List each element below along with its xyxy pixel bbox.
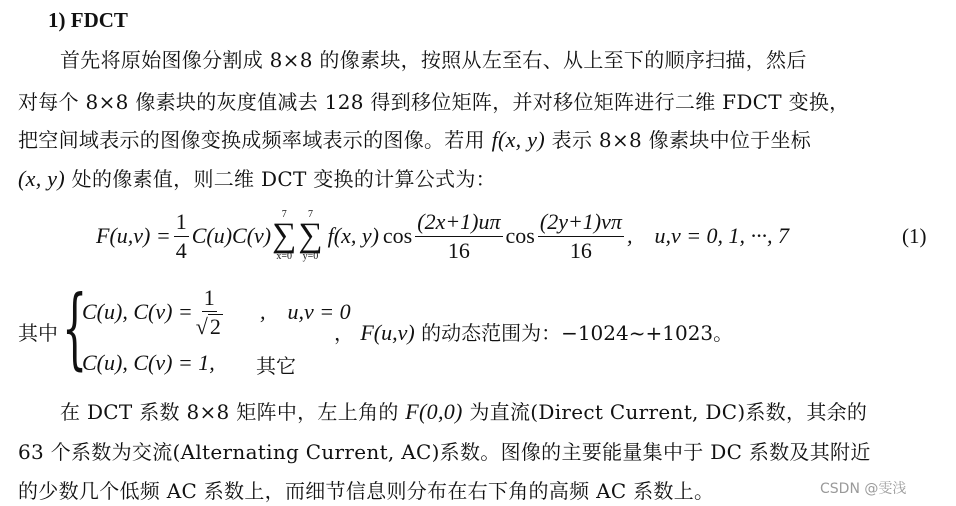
cos-argument-y: [538, 210, 624, 261]
left-brace-icon: {: [62, 276, 88, 379]
case-1-lhs: C(u), C(v) =: [82, 299, 193, 325]
paragraph-2-line-1: [60, 396, 867, 425]
paragraph-2-line-1-text-b: 为直流(Direct Current, DC)系数，其余的: [469, 400, 868, 424]
equation-lhs: F(u,v) =: [96, 223, 171, 248]
normalization-terms: C(u)C(v): [191, 223, 272, 248]
case-1-denominator: 2: [209, 314, 221, 340]
sum-over-y: [298, 210, 322, 262]
coefficient-numerator: 1: [174, 210, 189, 236]
sum-over-x: [272, 210, 296, 262]
sum-y-upper: 7: [308, 208, 313, 220]
paragraph-2-line-1-text-a: 在 DCT 系数 8×8 矩阵中，左上角的: [60, 400, 399, 424]
case-1-fraction: [196, 286, 223, 338]
radical-icon: √: [195, 314, 208, 340]
sigma-symbol: ∑: [272, 216, 297, 254]
range-symbol: F(u,v): [360, 320, 415, 345]
case-2-lhs: C(u), C(v) = 1,: [82, 350, 215, 375]
where-label: 其中: [18, 321, 58, 345]
dynamic-range-text: [334, 317, 733, 346]
case-1-condition: , u,v = 0: [260, 299, 351, 324]
pixel-function: f(x, y): [491, 127, 545, 152]
cos-y-denominator: 16: [569, 237, 592, 263]
paragraph-1-line-3: [18, 124, 811, 153]
cos-argument-x: [415, 210, 502, 261]
paragraph-1-line-4: [18, 163, 496, 192]
paragraph-1-line-2: 对每个 8×8 像素块的灰度值减去 128 得到移位矩阵，并对移位矩阵进行二维 FDCT 变换，: [18, 90, 850, 114]
cos-x-numerator: (2x+1)uπ: [415, 210, 502, 236]
sum-y-lower: y=0: [302, 251, 319, 263]
cos-label-1: cos: [382, 223, 413, 248]
case-2-condition: 其它: [256, 354, 296, 378]
cos-y-numerator: (2y+1)vπ: [538, 210, 624, 236]
sum-x-lower: x=0: [276, 251, 293, 263]
coefficient-fraction: [174, 210, 189, 261]
cos-label-2: cos: [505, 223, 535, 248]
paragraph-2-line-2: 63 个系数为交流(Alternating Current, AC)系数。图像的主要能量集中于 DC 系数及其附近: [18, 440, 871, 464]
sum-x-upper: 7: [281, 208, 287, 220]
index-range: , u,v = 0, 1, ···, 7: [626, 223, 790, 248]
dc-coefficient-symbol: F(0,0): [405, 399, 463, 424]
dct-equation: [96, 203, 789, 269]
coefficient-denominator: 4: [175, 237, 187, 263]
sigma-symbol: ∑: [298, 216, 323, 254]
pixel-term: f(x, y): [327, 223, 379, 248]
paragraph-1-line-3-text-b: 表示 8×8 像素块中位于坐标: [551, 128, 812, 152]
csdn-watermark: CSDN @雯浅: [820, 481, 907, 497]
paragraph-1-line-1: 首先将原始图像分割成 8×8 的像素块，按照从左至右、从上至下的顺序扫描，然后: [60, 48, 807, 72]
case-1-numerator: 1: [202, 286, 217, 312]
cos-x-denominator: 16: [447, 237, 470, 263]
case-1: [82, 286, 226, 338]
paragraph-1-line-4-text: 处的像素值，则二维 DCT 变换的计算公式为：: [71, 167, 496, 191]
coordinate-symbol: (x, y): [18, 166, 65, 191]
range-comma: ，: [334, 321, 354, 345]
equation-number: (1): [902, 224, 927, 248]
range-description: 的动态范围为：−1024~+1023。: [421, 321, 734, 345]
paragraph-2-line-3: 的少数几个低频 AC 系数上，而细节信息则分布在右下角的高频 AC 系数上。: [18, 479, 715, 503]
section-heading: 1) FDCT: [48, 8, 128, 32]
sqrt-two: [196, 312, 223, 338]
paragraph-1-line-3-text-a: 把空间域表示的图像变换成频率域表示的图像。若用: [18, 128, 485, 152]
